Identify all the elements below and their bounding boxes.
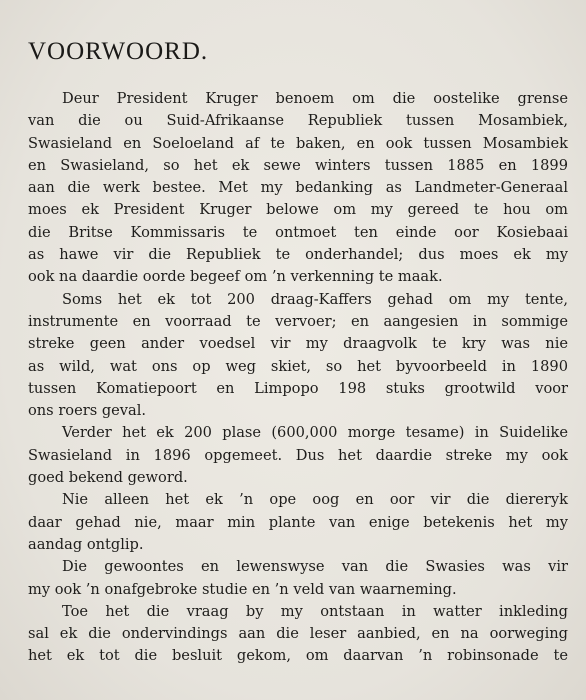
text-line: Swasieland en Soeloeland af te baken, en ook tussen Mosambiek — [28, 134, 568, 152]
text-line: Soms het ek tot 200 draag-Kaffers gehad om my tente, — [62, 290, 568, 308]
text-line: Swasieland in 1896 opgemeet. Dus het daardie streke my ook — [28, 446, 568, 464]
text-line: ook na daardie oorde begeef om ’n verkenning te maak. — [28, 268, 443, 286]
page-heading: VOORWOORD. — [28, 38, 209, 65]
text-line: Toe het die vraag by my ontstaan in watter inkleding — [62, 602, 568, 620]
text-line: Nie alleen het ek ’n ope oog en oor vir die diereryk — [62, 491, 568, 509]
text-line: van die ou Suid-Afrikaanse Republiek tussen Mosambiek, — [28, 112, 568, 130]
paragraph — [28, 422, 568, 489]
preface-body — [28, 88, 568, 668]
paragraph — [28, 289, 568, 423]
text-line: moes ek President Kruger belowe om my gereed te hou om — [28, 201, 568, 219]
text-line: ons roers geval. — [28, 402, 147, 420]
paragraph — [28, 88, 568, 289]
paragraph — [28, 601, 568, 668]
text-line: streke geen ander voedsel vir my draagvolk te kry was nie — [28, 335, 568, 353]
paragraph — [28, 489, 568, 556]
text-line: daar gehad nie, maar min plante van enige betekenis het my — [28, 513, 568, 531]
text-line: het ek tot die besluit gekom, om daarvan ’n robinsonade te — [28, 647, 568, 665]
text-line: as hawe vir die Republiek te onderhandel; dus moes ek my — [28, 246, 568, 264]
text-line: Verder het ek 200 plase (600,000 morge tesame) in Suidelike — [62, 424, 568, 442]
text-line: en Swasieland, so het ek sewe winters tussen 1885 en 1899 — [28, 156, 568, 174]
text-line: goed bekend geword. — [28, 469, 188, 487]
text-line: sal ek die ondervindings aan die leser aanbied, en na oorweging — [28, 625, 568, 643]
text-line: my ook ’n onafgebroke studie en ’n veld van waarneming. — [28, 580, 457, 598]
text-line: Deur President Kruger benoem om die oostelike grense — [62, 90, 568, 107]
text-line: Die gewoontes en lewenswyse van die Swasies was vir — [62, 558, 568, 576]
text-line: aan die werk bestee. Met my bedanking as Landmeter-Generaal — [28, 179, 568, 197]
text-line: tussen Komatiepoort en Limpopo 198 stuks grootwild voor — [28, 379, 568, 397]
paragraph — [28, 556, 568, 601]
text-line: as wild, wat ons op weg skiet, so het byvoorbeeld in 1890 — [28, 357, 568, 375]
text-line: instrumente en voorraad te vervoer; en aangesien in sommige — [28, 312, 568, 330]
text-line: die Britse Kommissaris te ontmoet ten einde oor Kosiebaai — [28, 223, 568, 241]
text-line: aandag ontglip. — [28, 535, 144, 553]
